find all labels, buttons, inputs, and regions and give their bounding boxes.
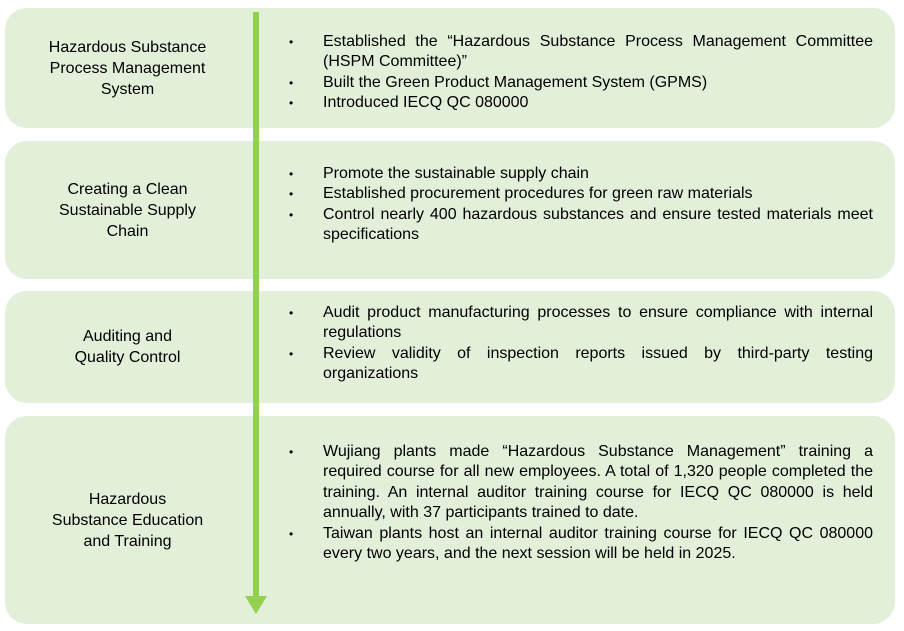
bullet-icon: • [289, 187, 294, 202]
list-item [287, 73, 873, 93]
list-item-text: Review validity of inspection reports issued by third-party testing organizations [323, 344, 873, 383]
list-item [287, 344, 873, 385]
list-item [287, 303, 873, 344]
section-hazardous-substance-education-training [5, 416, 895, 624]
section-item-list [287, 442, 873, 564]
list-item-text: Taiwan plants host an internal auditor training course for IECQ QC 080000 every two years, and the next session will be held in 2025. [323, 524, 873, 563]
bullet-icon: • [289, 346, 294, 361]
bullet-icon: • [289, 96, 294, 111]
section-clean-sustainable-supply-chain [5, 141, 895, 279]
section-title: Auditing and Quality Control [74, 328, 181, 366]
list-item-text: Control nearly 400 hazardous substances and ensure tested materials meet specifications [323, 205, 873, 244]
list-item [287, 524, 873, 565]
bullet-icon: • [289, 445, 294, 459]
section-title: Creating a Clean Sustainable Supply Chain [59, 180, 196, 240]
section-item-list [287, 303, 873, 385]
list-item-text: Promote the sustainable supply chain [323, 165, 589, 182]
list-item [287, 164, 873, 184]
section-title: Hazardous Substance Education and Training [51, 490, 204, 550]
down-arrow-icon [240, 12, 272, 617]
arrow-head [245, 596, 267, 614]
section-item-list [287, 32, 873, 114]
list-item [287, 93, 873, 113]
section-item-list [287, 164, 873, 246]
section-title: Hazardous Substance Process Management System [48, 38, 207, 98]
list-item [287, 205, 873, 246]
bullet-icon: • [289, 35, 294, 49]
bullet-icon: • [289, 167, 294, 181]
bullet-icon: • [289, 306, 294, 320]
list-item-text: Audit product manufacturing processes to ensure compliance with internal regulations [323, 304, 873, 342]
list-item-text: Wujiang plants made “Hazardous Substance Management” training a required course for all new employees. A total of 1,320 people completed the training. An internal auditor training course for IECQ QC 080000 is held annually, with 37 participants trained to date. [323, 443, 873, 522]
list-item [287, 184, 873, 204]
list-item [287, 32, 873, 73]
bullet-icon: • [289, 526, 294, 541]
bullet-icon: • [289, 207, 294, 222]
section-auditing-quality-control [5, 291, 895, 403]
section-hazardous-substance-process-management [5, 8, 895, 128]
list-item-text: Built the Green Product Management System (GPMS) [323, 73, 708, 91]
list-item-text: Established the “Hazardous Substance Process Management Committee (HSPM Committee)” [323, 33, 873, 71]
arrow-shaft [253, 12, 259, 597]
list-item-text: Established procurement procedures for green raw materials [323, 185, 753, 203]
bullet-icon: • [289, 75, 294, 90]
list-item [287, 442, 873, 524]
list-item-text: Introduced IECQ QC 080000 [323, 94, 529, 112]
